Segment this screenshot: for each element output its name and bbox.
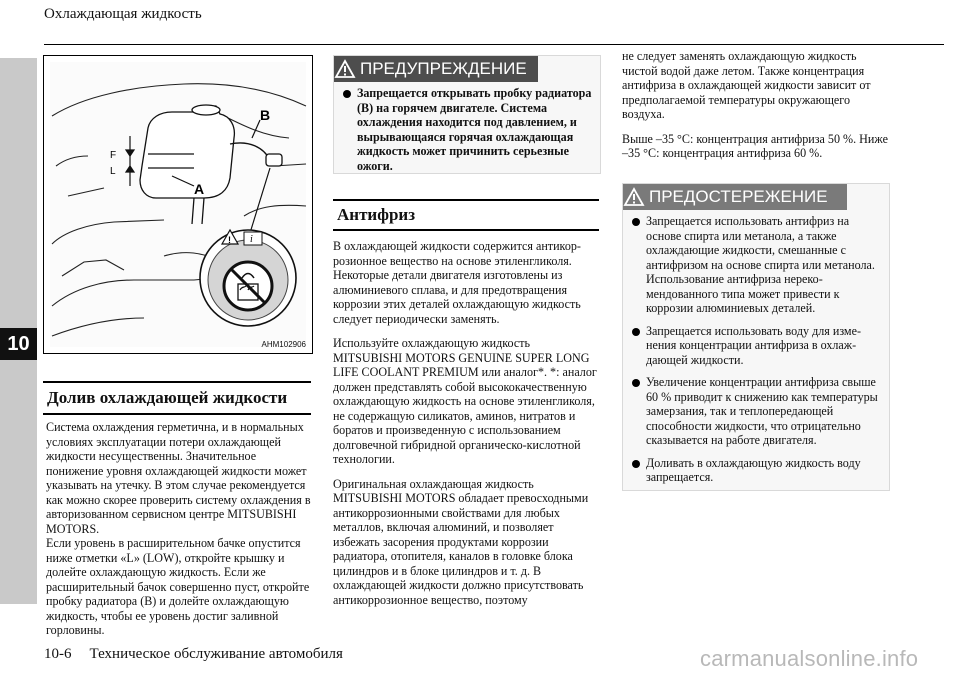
section-refill-heading-box (43, 381, 311, 415)
caution-item: Запрещается использовать воду для изменения концентрации антифриза в охлаждающей жидкости. (629, 324, 885, 368)
caution-label: ПРЕДОСТЕРЕЖЕНИЕ (649, 187, 828, 206)
figure-label-a: A (194, 181, 205, 197)
refill-paragraph: Система охлаждения герметична, и в нормальных условиях эксплуатации потери охлаждающей жидкости несущественны. Значительное понижение уровня охлаждающей жидкости может указывать на утечку. В этом случае рекомендуется как можно скорее проверить систему охлаждения в авторизованном сервисном центре MITSUBISHI MOTORS. (46, 420, 311, 536)
figure-label-f: F (110, 150, 117, 161)
figure-code: AHM102906 (261, 340, 306, 349)
right-column-text (622, 49, 890, 171)
section-antifreeze-title: Антифриз (337, 205, 416, 224)
caution-header (623, 184, 847, 210)
warning-triangle-icon (334, 59, 356, 79)
antifreeze-paragraph: Используйте охлаждающую жидкость MITSUBISHI MOTORS GENUINE SUPER LONG LIFE COOLANT PREMIUM или аналог*. *: аналог должен представлять собой высококачественную охлаждающую жидкость на основе этиленгликоля, не содержащую силикатов, аминов, нитратов и боратов и произведенную с использованием долговечной гибридной органическо-кислотной технологии. (333, 336, 597, 466)
caution-item: Запрещается использовать антифриз на основе спирта или метанола, а также охлаждающие жидкости, смешанные с антифризом на основе спирта или метанола. Использование антифриза нерекомендованного типа может привести к коррозии алюминиевых деталей. (629, 214, 885, 316)
figure-label-b: B (260, 107, 271, 123)
warning-item: Запрещается открывать пробку радиатора (B) на горячем двигателе. Система охлаждения находится под давлением, и вырывающаяся горячая охлаждающая жидкость может причинить серьезные ожоги. (340, 86, 596, 173)
page-header-title: Охлаждающая жидкость (44, 6, 202, 22)
section-refill-title: Долив охлаждающей жидкости (47, 388, 288, 407)
warning-box (333, 55, 601, 174)
engine-bay-illustration (44, 56, 312, 353)
page-number: 10-6 (44, 646, 72, 662)
footer-title: Техническое обслуживание автомобиля (89, 646, 343, 662)
warning-header (334, 56, 538, 82)
antifreeze-paragraph: Оригинальная охлаждающая жидкость MITSUBISHI MOTORS обладает превосходными антикоррозионными свойствами для любых металлов, включая алюминий, и позволяет избежать засорения продуктами коррозии радиатора, отопителя, каналов в головке блока цилиндров и в блоке цилиндров и т. д. В охлаждающей жидкости должно присутствовать антикоррозионное вещество, поэтому (333, 476, 589, 607)
page-footer (44, 646, 343, 663)
right-paragraph: не следует заменять охлаждающую жидкость чистой водой даже летом. Также концентрация антифриза в охлаждающей жидкости зависит от предполагаемой температуры окружающего воздуха. (622, 49, 871, 121)
warning-list (340, 86, 596, 181)
antifreeze-paragraph: В охлаждающей жидкости содержится антикоррозионное вещество на основе этиленгликоля. Некоторые детали двигателя изготовлены из алюминиевого сплава, и для предотвращения коррозии этих деталей охлаждающую жидкость следует периодически заменять. (333, 239, 581, 326)
header-rule (44, 44, 944, 45)
caution-item: Доливать в охлаждающую жидкость воду запрещается. (629, 456, 885, 485)
antifreeze-text (333, 239, 601, 617)
svg-text:i: i (250, 234, 253, 245)
refill-text (46, 420, 314, 648)
caution-box (622, 183, 890, 491)
figure-label-l: L (110, 166, 116, 177)
caution-item: Увеличение концентрации антифриза свыше 60 % приводит к снижению как температуры замерзания, так и теплопередающей способности жидкости, что отрицательно сказывается на работе двигателя. (629, 375, 885, 448)
section-antifreeze-heading-box (333, 199, 599, 231)
manual-book-icon (244, 232, 262, 245)
coolant-reservoir-figure (43, 55, 313, 354)
right-paragraph: Выше –35 °C: концентрация антифриза 50 %. Ниже –35 °C: концентрация антифриза 60 %. (622, 131, 888, 160)
caution-list (629, 214, 885, 493)
refill-paragraph: Если уровень в расширительном бачке опустится ниже отметки «L» (LOW), откройте крышку и долейте охлаждающую жидкость. Если же расширительный бачок совершенно пуст, откройте пробку радиатора (B) и долейте охлаждающую жидкость, чтобы ее уровень достиг заливной горловины. (46, 536, 310, 637)
svg-text:!: ! (228, 235, 231, 245)
watermark-text: carmanualsonline.info (700, 646, 919, 671)
warning-label: ПРЕДУПРЕЖДЕНИЕ (360, 59, 527, 78)
chapter-tab: 10 (0, 328, 37, 360)
caution-header-triangle-icon (623, 187, 645, 207)
